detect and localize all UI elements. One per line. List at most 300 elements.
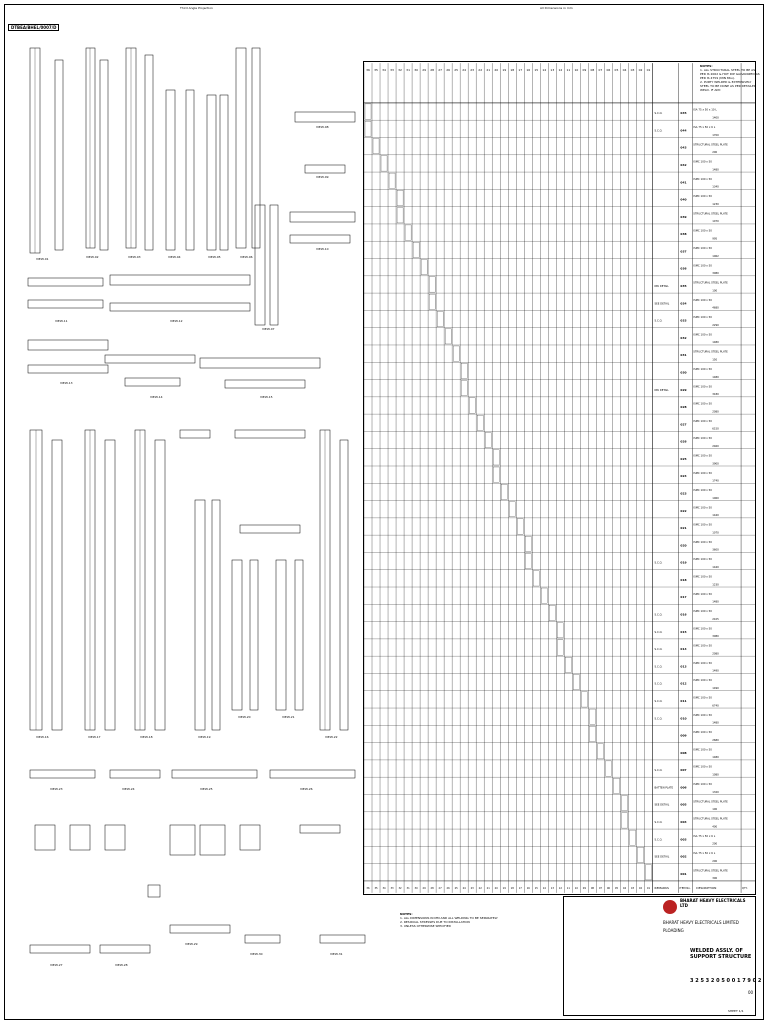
grid-entry bbox=[461, 363, 467, 378]
footer-remarks: REMARKS bbox=[654, 885, 669, 890]
item-description: ISMC 100 x 50 bbox=[693, 610, 712, 614]
col-footer: 06 bbox=[606, 886, 611, 890]
item-description: ISMC 100 x 50 bbox=[693, 661, 712, 665]
item-length: 1480 bbox=[712, 721, 719, 725]
item-number: 029 bbox=[680, 387, 687, 392]
item-description: ISMC 100 x 50 bbox=[693, 627, 712, 631]
item-number: 017 bbox=[680, 595, 687, 600]
member-view-47 bbox=[110, 770, 160, 778]
note-item: 1. ALL STRUCTURAL STEEL TO BE AS PER IS 2062 & HOT DIP GALVANIZED AS PER IS 4759 (MIN 86u). bbox=[700, 68, 760, 80]
item-number: 045 bbox=[680, 111, 687, 116]
col-header: 13 bbox=[550, 68, 555, 73]
item-description: ISMC 100 x 50 bbox=[693, 385, 712, 389]
item-number: 014 bbox=[680, 647, 687, 652]
item-length: 1062 bbox=[712, 254, 719, 258]
col-header: 27 bbox=[438, 68, 443, 73]
item-number: 002 bbox=[680, 854, 687, 859]
item-description: ISMC 100 x 50 bbox=[693, 575, 712, 579]
col-header: 34 bbox=[382, 68, 386, 73]
drawing-number: 3 2 5 3 2 0 5 0 0 1 7 9 0 2 bbox=[690, 978, 762, 984]
item-length: 200 bbox=[712, 842, 718, 846]
item-length: 1480 bbox=[712, 341, 719, 345]
item-length: 3080 bbox=[712, 635, 719, 639]
grid-entry bbox=[509, 502, 515, 517]
general-note-item: 2. RESIDUAL STRESSES DUE TO INSTALLATION bbox=[400, 920, 470, 924]
item-length: 6740 bbox=[712, 704, 719, 708]
item-description: STRUCTURAL STEEL PLATE bbox=[693, 143, 728, 147]
grid-entry bbox=[525, 536, 531, 551]
item-number: 042 bbox=[680, 163, 687, 168]
item-length: 1400 bbox=[712, 116, 719, 120]
member-view-12 bbox=[252, 48, 260, 248]
item-length: 100 bbox=[712, 808, 718, 812]
detail-d bbox=[170, 825, 195, 855]
item-description: ISMC 100 x 50 bbox=[693, 713, 712, 717]
view-label: VIEW-19 bbox=[198, 735, 211, 739]
member-view-41 bbox=[295, 560, 303, 710]
remark: S.C.O. bbox=[654, 561, 663, 565]
view-label: VIEW-12 bbox=[170, 319, 183, 323]
grid-entry bbox=[421, 260, 427, 275]
view-label: VIEW-02 bbox=[86, 255, 99, 259]
company-name: BHARAT HEAVY ELECTRICALS LTD bbox=[680, 898, 746, 908]
col-footer: 19 bbox=[502, 886, 506, 890]
col-header: 17 bbox=[518, 68, 523, 73]
col-footer: 31 bbox=[406, 886, 410, 890]
col-footer: 11 bbox=[566, 886, 570, 890]
item-length: 1060 bbox=[712, 496, 719, 500]
general-notes-title: NOTES: bbox=[400, 912, 413, 916]
view-label: VIEW-27 bbox=[50, 963, 63, 967]
col-footer: 32 bbox=[398, 886, 402, 890]
item-description: ISMC 100 x 50 bbox=[693, 437, 712, 441]
item-length: 995 bbox=[712, 237, 718, 241]
col-header: 08 bbox=[590, 68, 595, 73]
col-header: 16 bbox=[526, 68, 531, 73]
grid-entry bbox=[453, 346, 459, 361]
member-view-22 bbox=[110, 303, 250, 311]
member-view-32 bbox=[105, 440, 115, 730]
member-view-17 bbox=[290, 212, 355, 222]
general-note-item: 3. UNLESS OTHERWISE SPECIFIED bbox=[400, 924, 451, 928]
item-description: ISMC 100 x 50 bbox=[693, 748, 712, 752]
detail-a bbox=[35, 825, 55, 850]
grid-entry bbox=[621, 813, 627, 828]
view-label: VIEW-25 bbox=[200, 787, 213, 791]
item-description: ISMC 100 x 50 bbox=[693, 506, 712, 510]
view-label: VIEW-29 bbox=[185, 942, 198, 946]
view-label: VIEW-09 bbox=[316, 175, 329, 179]
member-view-14 bbox=[270, 205, 278, 325]
item-description: ISMC 100 x 50 bbox=[693, 229, 712, 233]
view-label: VIEW-08 bbox=[316, 125, 329, 129]
grid-entry bbox=[557, 623, 563, 638]
member-view-38 bbox=[232, 560, 242, 710]
view-label: VIEW-06 bbox=[240, 255, 253, 259]
item-length: 2680 bbox=[712, 738, 719, 742]
item-length: 1740 bbox=[712, 479, 719, 483]
col-footer: 24 bbox=[462, 886, 466, 890]
member-view-11 bbox=[236, 48, 246, 248]
item-length: 1440 bbox=[712, 514, 719, 518]
grid-entry bbox=[541, 588, 547, 603]
grid-entry bbox=[461, 381, 467, 396]
item-description: ISMC 100 x 50 bbox=[693, 765, 712, 769]
detail-f bbox=[240, 825, 260, 850]
grid-entry bbox=[637, 847, 643, 862]
item-number: 040 bbox=[680, 197, 687, 202]
view-label: VIEW-13 bbox=[60, 381, 73, 385]
view-label: VIEW-05 bbox=[208, 255, 221, 259]
grid-entry bbox=[501, 484, 507, 499]
col-header: 23 bbox=[470, 68, 475, 73]
remark: S.C.O. bbox=[654, 112, 663, 116]
col-header: 31 bbox=[406, 68, 410, 73]
member-view-43 bbox=[340, 440, 348, 730]
col-footer: 16 bbox=[526, 886, 530, 890]
item-description: ISMC 100 x 50 bbox=[693, 471, 712, 475]
col-header: 10 bbox=[574, 68, 579, 73]
col-header: 15 bbox=[534, 68, 539, 73]
grid-entry bbox=[565, 657, 571, 672]
col-footer: 22 bbox=[478, 886, 482, 890]
member-view-20 bbox=[28, 300, 103, 308]
grid-entry bbox=[389, 173, 395, 188]
grid-entry bbox=[397, 208, 403, 223]
item-number: 027 bbox=[680, 422, 687, 427]
notes-title: NOTES: bbox=[700, 64, 713, 68]
item-length: 2460 bbox=[712, 444, 719, 448]
col-header: 28 bbox=[430, 68, 435, 73]
member-view-09 bbox=[207, 95, 216, 250]
item-number: 007 bbox=[680, 768, 687, 773]
member-view-06 bbox=[145, 55, 153, 250]
item-number: 022 bbox=[680, 508, 687, 513]
col-footer: 05 bbox=[614, 886, 619, 890]
member-view-27 bbox=[200, 358, 320, 368]
view-label: VIEW-16 bbox=[36, 735, 49, 739]
grid-entry bbox=[597, 744, 603, 759]
col-header: 32 bbox=[398, 68, 402, 73]
item-description: ISMC 100 x 50 bbox=[693, 592, 712, 596]
item-length: 1490 bbox=[712, 687, 719, 691]
col-footer: 34 bbox=[382, 886, 386, 890]
col-header: 22 bbox=[478, 68, 483, 73]
col-footer: 18 bbox=[510, 886, 514, 890]
item-number: 034 bbox=[680, 301, 687, 306]
col-header: 04 bbox=[622, 68, 627, 73]
item-description: STRUCTURAL STEEL PLATE bbox=[693, 350, 728, 354]
item-number: 005 bbox=[680, 802, 687, 807]
remark: S.C.O. bbox=[654, 630, 663, 634]
item-length: 200 bbox=[712, 151, 718, 155]
remark: NW DETAIL bbox=[654, 285, 669, 289]
member-view-50 bbox=[300, 825, 340, 833]
item-length: 1070 bbox=[712, 220, 719, 224]
item-length: 1440 bbox=[712, 566, 719, 570]
grid-entry bbox=[493, 450, 499, 465]
item-length: 2080 bbox=[712, 410, 719, 414]
item-description: ISMC 100 x 50 bbox=[693, 333, 712, 337]
company-subname: BHARAT HEAVY ELECTRICALS LIMITED bbox=[663, 920, 739, 925]
view-label: VIEW-24 bbox=[122, 787, 135, 791]
member-view-02 bbox=[55, 60, 63, 250]
member-view-49 bbox=[270, 770, 355, 778]
item-number: 019 bbox=[680, 560, 687, 565]
general-note-item: 1. ALL DIMENSIONS IN MM AND ALL WELDING TO BE SEPARATELY bbox=[400, 916, 498, 920]
remark: S.C.O. bbox=[654, 665, 663, 669]
grid-entry bbox=[477, 415, 483, 430]
remark: S.C.O. bbox=[654, 838, 663, 842]
member-view-03 bbox=[86, 48, 95, 248]
item-number: 003 bbox=[680, 837, 687, 842]
grid-entry bbox=[533, 571, 539, 586]
item-length: 1490 bbox=[712, 669, 719, 673]
col-footer: 07 bbox=[598, 886, 603, 890]
detail-g bbox=[148, 885, 160, 897]
item-length: 3900 bbox=[712, 462, 719, 466]
detail-b bbox=[70, 825, 90, 850]
item-number: 011 bbox=[680, 698, 687, 703]
member-view-52 bbox=[100, 945, 150, 953]
item-number: 016 bbox=[680, 612, 687, 617]
grid-entry bbox=[365, 121, 371, 136]
item-number: 004 bbox=[680, 820, 687, 825]
view-label: VIEW-22 bbox=[325, 735, 338, 739]
unit-name: PLOADING bbox=[663, 928, 684, 933]
col-header: 21 bbox=[486, 68, 491, 73]
item-description: ISMC 100 x 50 bbox=[693, 264, 712, 268]
col-footer: 14 bbox=[542, 886, 546, 890]
item-number: 015 bbox=[680, 629, 687, 634]
item-description: ISMC 100 x 50 bbox=[693, 177, 712, 181]
item-length: 150 bbox=[712, 358, 718, 362]
col-header: 24 bbox=[462, 68, 467, 73]
member-view-45 bbox=[240, 525, 300, 533]
col-header: 05 bbox=[614, 68, 619, 73]
col-footer: 01 bbox=[646, 886, 651, 890]
member-view-40 bbox=[276, 560, 286, 710]
remark: S.C.O. bbox=[654, 319, 663, 323]
member-view-07 bbox=[166, 90, 175, 250]
item-length: 3180 bbox=[712, 393, 719, 397]
view-label: VIEW-03 bbox=[128, 255, 141, 259]
view-label: VIEW-28 bbox=[115, 963, 128, 967]
footer-description: DESCRIPTION bbox=[696, 885, 717, 890]
remark: NW DETAIL bbox=[654, 388, 669, 392]
col-footer: 23 bbox=[470, 886, 474, 890]
view-label: VIEW-31 bbox=[330, 952, 343, 956]
member-view-21 bbox=[110, 275, 250, 285]
company-logo-icon bbox=[663, 900, 677, 914]
footer-qty: QTY. bbox=[742, 886, 748, 890]
item-description: ISMC 100 x 50 bbox=[693, 298, 712, 302]
grid-entry bbox=[397, 190, 403, 205]
item-description: ISMC 100 x 50 bbox=[693, 540, 712, 544]
col-header: 19 bbox=[502, 68, 507, 73]
col-header: 18 bbox=[510, 68, 515, 73]
drawing-title: WELDED ASSLY. OF SUPPORT STRUCTURE bbox=[690, 948, 752, 960]
grid-entry bbox=[493, 467, 499, 482]
remark: SEE DETAIL bbox=[654, 302, 670, 306]
item-description: ISMC 100 x 50 bbox=[693, 782, 712, 786]
member-view-10 bbox=[220, 95, 228, 250]
item-description: ISMC 100 x 50 bbox=[693, 489, 712, 493]
item-number: 010 bbox=[680, 716, 687, 721]
item-length: 1700 bbox=[712, 133, 719, 137]
grid-entry bbox=[429, 294, 435, 309]
view-label: VIEW-21 bbox=[282, 715, 295, 719]
dimension-note: All Dimensions in mm bbox=[540, 6, 573, 10]
detail-e bbox=[200, 825, 225, 855]
col-footer: 09 bbox=[582, 886, 586, 890]
item-number: 043 bbox=[680, 145, 687, 150]
item-number: 009 bbox=[680, 733, 687, 738]
item-number: 021 bbox=[680, 526, 687, 531]
item-number: 025 bbox=[680, 456, 687, 461]
item-description: ISMC 100 x 50 bbox=[693, 696, 712, 700]
col-header: 01 bbox=[646, 68, 651, 73]
member-view-48 bbox=[172, 770, 257, 778]
member-view-25 bbox=[105, 355, 195, 363]
item-length: 6150 bbox=[712, 427, 719, 431]
grid-entry bbox=[469, 398, 475, 413]
item-length: 3080 bbox=[712, 272, 719, 276]
member-view-36 bbox=[195, 500, 205, 730]
col-footer: 33 bbox=[390, 886, 394, 890]
projection-note: Third Angle Projection bbox=[180, 6, 213, 10]
member-view-28 bbox=[225, 380, 305, 388]
remark: S.C.O. bbox=[654, 613, 663, 617]
member-view-04 bbox=[100, 60, 108, 250]
view-label: VIEW-04 bbox=[168, 255, 181, 259]
grid-entry bbox=[557, 640, 563, 655]
member-view-54 bbox=[245, 935, 280, 943]
item-number: 008 bbox=[680, 750, 687, 755]
col-footer: 03 bbox=[630, 886, 635, 890]
grid-entry bbox=[589, 709, 595, 724]
col-header: 06 bbox=[606, 68, 611, 73]
remark: S.C.O. bbox=[654, 717, 663, 721]
revision: 00 bbox=[748, 990, 754, 995]
member-view-18 bbox=[290, 235, 350, 243]
item-number: 038 bbox=[680, 232, 687, 237]
item-description: ISMC 100 x 50 bbox=[693, 195, 712, 199]
grid-entry bbox=[373, 138, 379, 153]
member-view-44 bbox=[235, 430, 305, 438]
grid-entry bbox=[413, 242, 419, 257]
item-number: 024 bbox=[680, 474, 687, 479]
item-number: 020 bbox=[680, 543, 687, 548]
item-description: ISA 75 x 50 x 10 L bbox=[693, 108, 717, 112]
member-view-15 bbox=[295, 112, 355, 122]
col-footer: 08 bbox=[590, 886, 594, 890]
view-label: VIEW-20 bbox=[238, 715, 251, 719]
view-label: VIEW-15 bbox=[260, 395, 273, 399]
member-view-53 bbox=[170, 925, 230, 933]
item-description: STRUCTURAL STEEL PLATE bbox=[693, 800, 728, 804]
col-header: 03 bbox=[630, 68, 635, 73]
item-number: 001 bbox=[680, 871, 687, 876]
grid-entry bbox=[525, 553, 531, 568]
grid-entry bbox=[405, 225, 411, 240]
col-header: 09 bbox=[582, 68, 587, 73]
remark: SEE DETAIL bbox=[654, 855, 670, 859]
item-length: 2080 bbox=[712, 652, 719, 656]
member-view-08 bbox=[186, 90, 194, 250]
col-header: 26 bbox=[446, 68, 451, 73]
view-label: VIEW-14 bbox=[150, 395, 163, 399]
col-footer: 21 bbox=[486, 886, 490, 890]
grid-entry bbox=[437, 311, 443, 326]
grid-entry bbox=[485, 432, 491, 447]
item-description: ISMC 100 x 50 bbox=[693, 644, 712, 648]
general-notes bbox=[400, 912, 550, 928]
item-length: 1480 bbox=[712, 168, 719, 172]
col-header: 33 bbox=[390, 68, 394, 73]
grid-entry bbox=[517, 519, 523, 534]
view-label: VIEW-07 bbox=[262, 327, 275, 331]
grid-entry bbox=[445, 329, 451, 344]
item-description: ISMC 100 x 50 bbox=[693, 368, 712, 372]
grid-entry bbox=[381, 156, 387, 171]
view-label: VIEW-30 bbox=[250, 952, 263, 956]
grid-entry bbox=[621, 795, 627, 810]
item-description: STRUCTURAL STEEL PLATE bbox=[693, 817, 728, 821]
col-header: 14 bbox=[542, 68, 547, 73]
item-description: ISMC 100 x 50 bbox=[693, 316, 712, 320]
grid-entry bbox=[589, 726, 595, 741]
remark: S.C.O. bbox=[654, 129, 663, 133]
member-view-46 bbox=[30, 770, 95, 778]
col-header: 12 bbox=[558, 68, 563, 73]
item-number: 026 bbox=[680, 439, 687, 444]
member-view-23 bbox=[28, 340, 108, 350]
item-length: 100 bbox=[712, 289, 718, 293]
item-length: 1480 bbox=[712, 756, 719, 760]
view-label: VIEW-26 bbox=[300, 787, 313, 791]
item-description: ISMC 100 x 50 bbox=[693, 731, 712, 735]
item-number: 032 bbox=[680, 335, 687, 340]
col-footer: 27 bbox=[438, 886, 442, 890]
col-header: 29 bbox=[422, 68, 426, 73]
item-number: 044 bbox=[680, 128, 687, 133]
view-label: VIEW-17 bbox=[88, 735, 101, 739]
item-length: 2105 bbox=[712, 617, 719, 621]
item-length: 400 bbox=[712, 825, 718, 829]
item-description: STRUCTURAL STEEL PLATE bbox=[693, 281, 728, 285]
item-description: ISMC 100 x 50 bbox=[693, 247, 712, 251]
item-number: 039 bbox=[680, 214, 687, 219]
view-label: VIEW-11 bbox=[55, 319, 68, 323]
col-footer: 35 bbox=[374, 886, 378, 890]
col-footer: 26 bbox=[446, 886, 450, 890]
member-view-26 bbox=[125, 378, 180, 386]
remark: S.C.O. bbox=[654, 821, 663, 825]
member-view-55 bbox=[320, 935, 365, 943]
grid-entry bbox=[549, 605, 555, 620]
item-number: 035 bbox=[680, 284, 687, 289]
item-description: ISMC 100 x 50 bbox=[693, 419, 712, 423]
item-number: 033 bbox=[680, 318, 687, 323]
col-footer: 04 bbox=[622, 886, 627, 890]
remark: S.C.O. bbox=[654, 648, 663, 652]
bom-table bbox=[363, 61, 756, 895]
col-footer: 28 bbox=[430, 886, 434, 890]
col-header: 35 bbox=[374, 68, 378, 73]
member-view-34 bbox=[155, 440, 165, 730]
detail-c bbox=[105, 825, 125, 850]
